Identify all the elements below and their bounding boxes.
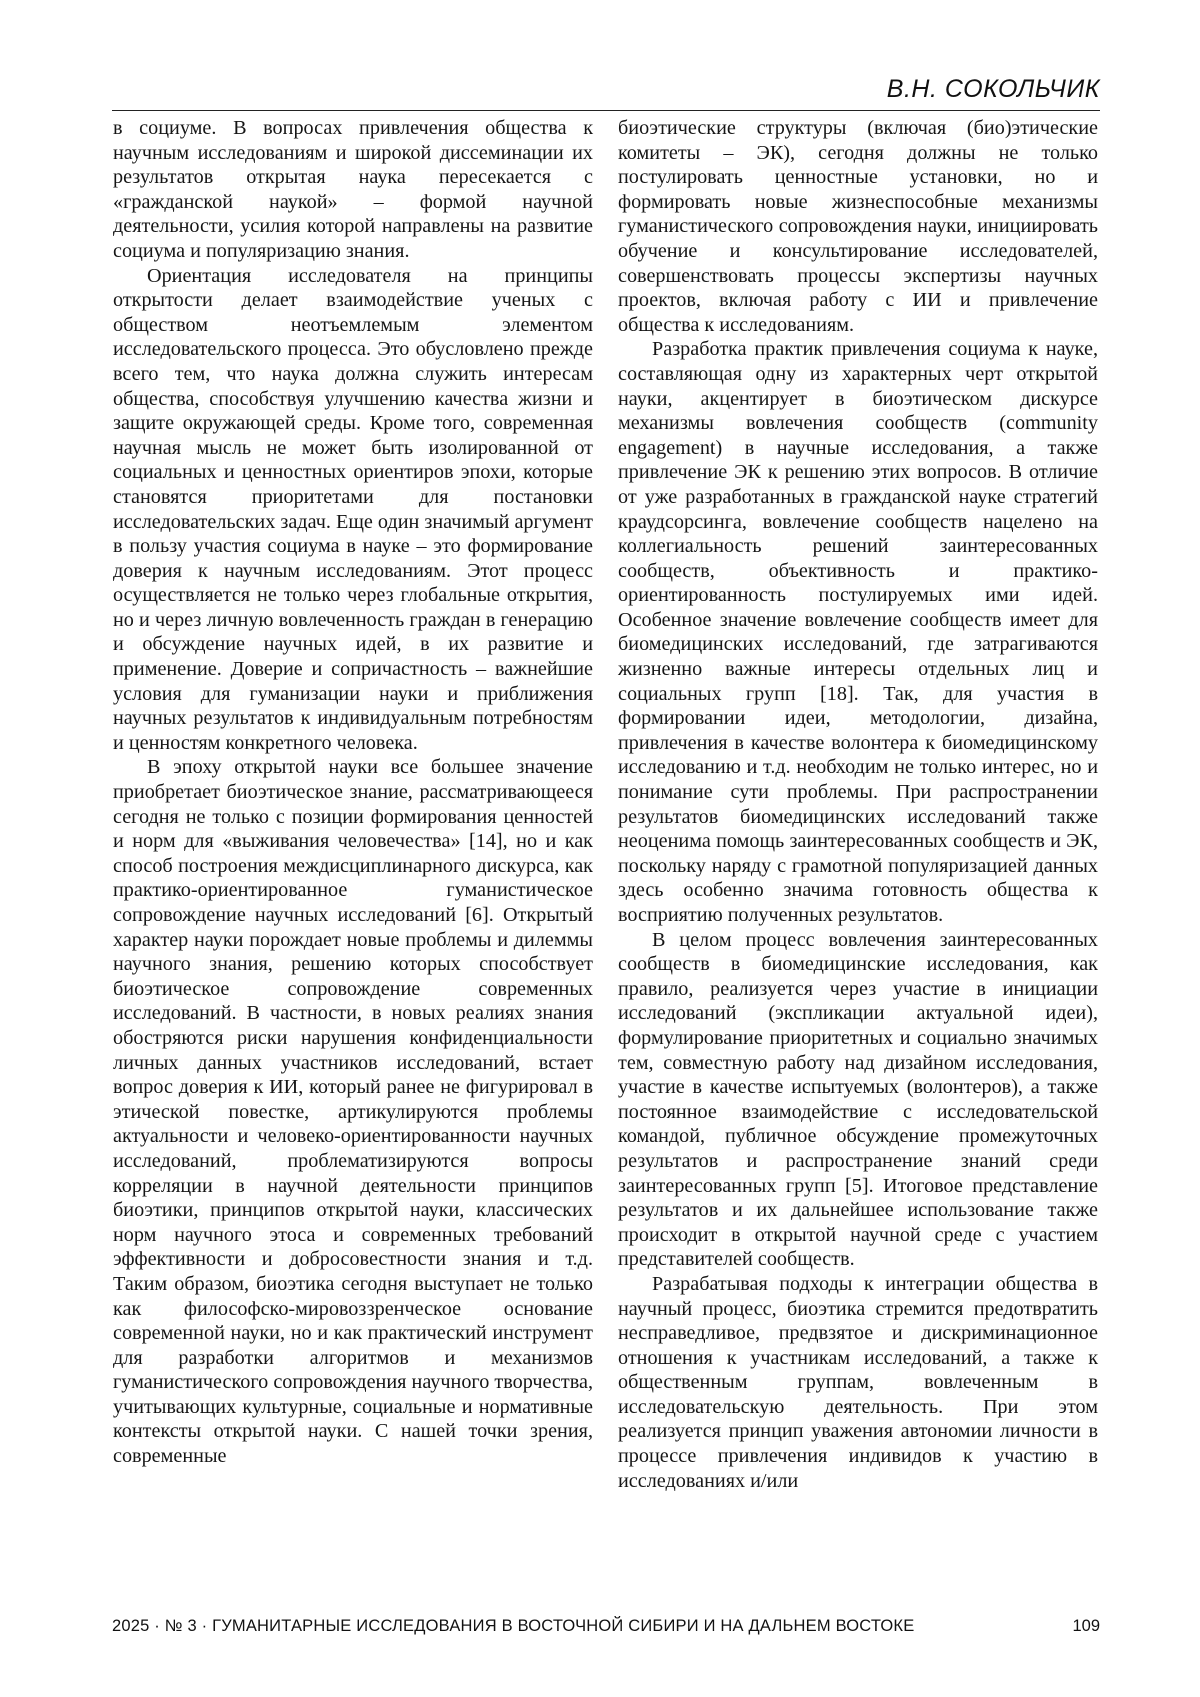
right-paragraph-4: Разрабатывая подходы к интеграции общества в научный процесс, биоэтика стремится предотвратить несправедливое, предвзятое и дискриминационное отношения к участникам исследований, а также к общественным группам, вовлеченным в исследовательскую деятельность. При этом реализуется принцип уважения автономии личности в процессе привлечения индивидов к участию в исследованиях и/или <box>618 1272 1098 1492</box>
page-number: 109 <box>1072 1617 1100 1635</box>
left-paragraph-2: Ориентация исследователя на принципы открытости делает взаимодействие ученых с обществом неотъемлемым элементом исследовательского процесса. Это обусловлено прежде всего тем, что наука должна служить интересам общества, способствуя улучшению качества жизни и защите окружающей среды. Кроме того, современная научная мысль не может быть изолированной от социальных и ценностных ориентиров эпохи, которые становятся приоритетами для постановки исследовательских задач. Еще один значимый аргумент в пользу участия социума в науке – это формирование доверия к научным исследованиям. Этот процесс осуществляется не только через глобальные открытия, но и через личную вовлеченность граждан в генерацию и обсуждение научных идей, в их развитие и применение. Доверие и сопричастность – важнейшие условия для гуманизации науки и приближения научных результатов к индивидуальным потребностям и ценностям конкретного человека. <box>113 264 593 754</box>
running-head-author: В.Н. СОКОЛЬЧИК <box>886 75 1100 103</box>
header-rule <box>112 110 1100 111</box>
right-paragraph-1: биоэтические структуры (включая (био)этические комитеты – ЭК), сегодня должны не только постулировать ценностные установки, но и формировать новые жизнеспособные механизмы гуманистического сопровождения науки, инициировать обучение и консультирование исследователей, совершенствовать процессы экспертизы научных проектов, включая работу с ИИ и привлечение общества к исследованиям. <box>618 117 1098 336</box>
right-column <box>618 116 1098 1493</box>
right-paragraph-3: В целом процесс вовлечения заинтересованных сообществ в биомедицинские исследования, как правило, реализуется через участие в инициации исследований (экспликации актуальной идеи), формулирование приоритетных и социально значимых тем, совместную работу над дизайном исследования, участие в качестве испытуемых (волонтеров), а также постоянное взаимодействие с исследовательской командой, публичное обсуждение промежуточных результатов и распространение знаний среди заинтересованных групп [5]. Итоговое представление результатов и их дальнейшее использование также происходит в открытой научной среде с участием представителей сообществ. <box>618 928 1098 1271</box>
right-paragraph-2: Разработка практик привлечения социума к науке, составляющая одну из характерных черт открытой науки, акцентирует в биоэтическом дискурсе механизмы вовлечения сообществ (community engagement) в научные исследования, а также привлечение ЭК к решению этих вопросов. В отличие от уже разработанных в гражданской науке стратегий краудсорсинга, вовлечение сообществ нацелено на коллегиальность решений заинтересованных сообществ, объективность и практико-ориентированность постулируемых ими идей. Особенное значение вовлечение сообществ имеет для биомедицинских исследований, где затрагиваются жизненно важные интересы отдельных лиц и социальных групп [18]. Так, для участия в формировании идеи, методологии, дизайна, привлечения в качестве волонтера к биомедицинскому исследованию и т.д. необходим не только интерес, но и понимание сути проблемы. При распространении результатов биомедицинских исследований также неоценима помощь заинтересованных сообществ и ЭК, поскольку наряду с грамотной популяризацией данных здесь особенно значима готовность общества к восприятию полученных результатов. <box>618 338 1098 926</box>
left-column <box>113 116 593 1469</box>
left-paragraph-3: В эпоху открытой науки все большее значение приобретает биоэтическое знание, рассматривающееся сегодня не только с позиции формирования ценностей и норм для «выживания человечества» [14], но и как способ построения междисциплинарного дискурса, как практико-ориентированное гуманистическое сопровождение научных исследований [6]. Открытый характер науки порождает новые проблемы и дилеммы научного знания, решению которых способствует биоэтическое сопровождение современных исследований. В частности, в новых реалиях знания обостряются риски нарушения конфиденциальности личных данных участников исследований, встает вопрос доверия к ИИ, который ранее не фигурировал в этической повестке, артикулируются проблемы актуальности и человеко-ориентированности научных исследований, проблематизируются вопросы корреляции в научной деятельности принципов биоэтики, принципов открытой науки, классических норм научного этоса и современных требований эффективности и добросовестности знания и т.д. Таким образом, биоэтика сегодня выступает не только как философско-мировоззренческое основание современной науки, но и как практический инструмент для разработки алгоритмов и механизмов гуманистического сопровождения научного творчества, учитывающих культурные, социальные и нормативные контексты открытой науки. С нашей точки зрения, современные <box>113 756 593 1468</box>
left-paragraph-1: в социуме. В вопросах привлечения общества к научным исследованиям и широкой диссеминации их результатов открытая наука пересекается с «гражданской наукой» – формой научной деятельности, усилия которой направлены на развитие социума и популяризацию знания. <box>113 117 593 262</box>
journal-title: 2025 · № 3 · ГУМАНИТАРНЫЕ ИССЛЕДОВАНИЯ В ВОСТОЧНОЙ СИБИРИ И НА ДАЛЬНЕМ ВОСТОКЕ <box>112 1617 915 1635</box>
